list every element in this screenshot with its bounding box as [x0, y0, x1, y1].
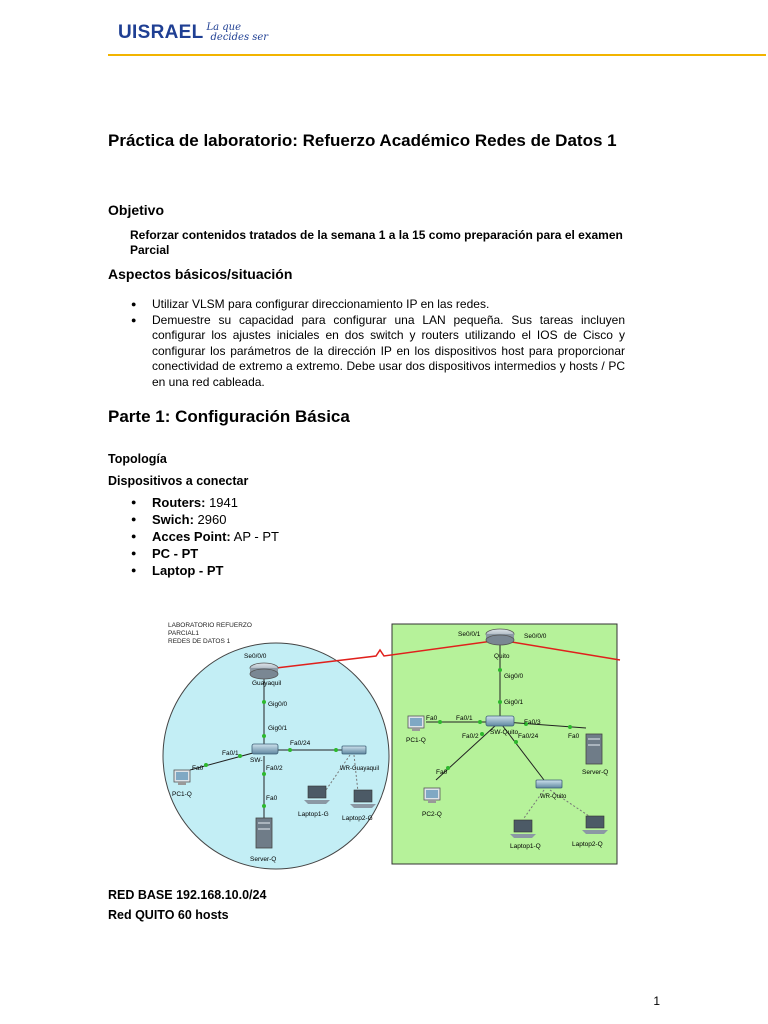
q-pc1-label: PC1-Q: [406, 737, 426, 744]
switch-quito-icon: [486, 716, 514, 726]
q-laptop1-label: Laptop1-Q: [510, 843, 541, 850]
header-divider: [108, 54, 766, 56]
q-pc2-fa0: Fa0: [436, 769, 448, 776]
g-router-port: Se0/0/0: [244, 653, 267, 660]
red-base-text: RED BASE 192.168.10.0/24: [108, 888, 267, 902]
parte1-heading: Parte 1: Configuración Básica: [108, 407, 350, 426]
document-title: Práctica de laboratorio: Refuerzo Académico Redes de Datos 1: [108, 131, 617, 150]
list-item: ● Laptop - PT: [128, 562, 279, 579]
q-pc2-label: PC2-Q: [422, 811, 442, 818]
laptop1-guayaquil-icon: [304, 786, 330, 804]
router-quito-icon: [486, 629, 514, 645]
red-quito-text: Red QUITO 60 hosts: [108, 908, 229, 922]
q-port-right: Se0/0/0: [524, 633, 547, 640]
list-item: ● Demuestre su capacidad para configurar una LAN pequeña. Sus tareas incluyen configurar los ajustes iniciales en dos switch y routers utilizando el IOS de Cisco y configurar los parámetros de la dirección IP en los dispositivos host para proporcionar conectividad de extremo a extremo. Debe usar dos dispositivos intermedios y hosts / PC en una red cableada.: [128, 313, 625, 391]
q-pc1-fa0: Fa0: [426, 715, 438, 722]
g-ap-label: WR-Guayaquil: [340, 766, 380, 772]
q-gig-a: Gig0/0: [504, 673, 524, 680]
dispositivos-heading: Dispositivos a conectar: [108, 474, 249, 488]
g-gig-b: Gig0/1: [268, 725, 288, 732]
g-laptop2-label: Laptop2-G: [342, 815, 373, 822]
diagram-caption-1: LABORATORIO REFUERZO: [168, 622, 252, 629]
quito-zone: [392, 624, 617, 864]
q-sw-fa01: Fa0/1: [456, 715, 473, 722]
laptop1-quito-icon: [510, 820, 536, 838]
list-item: ● Swich: 2960: [128, 511, 279, 528]
devices-list: [128, 494, 279, 579]
topologia-label: Topología: [108, 452, 167, 466]
list-item: ● Routers: 1941: [128, 494, 279, 511]
q-port-left: Se0/0/1: [458, 631, 481, 638]
q-sw-fa024: Fa0/24: [518, 733, 539, 740]
q-switch-label: SW-Quito: [490, 729, 519, 736]
page-number: 1: [653, 994, 660, 1008]
g-sw-fa01: Fa0/1: [222, 750, 239, 757]
g-pc-label: PC1-Q: [172, 791, 192, 798]
g-sw-fa024: Fa0/24: [290, 740, 311, 747]
diagram-caption-3: REDES DE DATOS 1: [168, 638, 231, 645]
q-server-fa0: Fa0: [568, 733, 580, 740]
access-point-guayaquil-icon: [342, 746, 366, 754]
q-sw-fa02: Fa0/2: [462, 733, 479, 740]
network-topology-diagram: [140, 610, 640, 880]
aspectos-heading: Aspectos básicos/situación: [108, 266, 293, 282]
logo-text: UISRAEL: [118, 22, 204, 43]
diagram-caption-2: PARCIAL1: [168, 630, 199, 637]
uisrael-logo: [118, 22, 268, 44]
objetivo-heading: Objetivo: [108, 202, 165, 218]
server-quito-icon: [586, 734, 602, 764]
list-item: ● Acces Point: AP - PT: [128, 528, 279, 545]
access-point-quito-icon: [536, 780, 562, 788]
g-server-label: Server-Q: [250, 856, 277, 863]
q-router-label: Quito: [494, 653, 510, 660]
q-server-label: Server-Q: [582, 769, 609, 776]
laptop2-guayaquil-icon: [350, 790, 376, 808]
router-guayaquil-icon: [250, 663, 278, 679]
g-gig-a: Gig0/0: [268, 701, 288, 708]
g-pc-fa0: Fa0: [192, 765, 204, 772]
laptop2-quito-icon: [582, 816, 608, 834]
q-gig-b: Gig0/1: [504, 699, 524, 706]
g-laptop1-label: Laptop1-G: [298, 811, 329, 818]
q-laptop2-label: Laptop2-Q: [572, 841, 603, 848]
g-router-label: Guayaquil: [252, 680, 282, 687]
q-ap-label: WR-Quito: [540, 794, 567, 800]
aspectos-list: [128, 297, 625, 390]
g-sw-fa02: Fa0/2: [266, 765, 283, 772]
q-sw-fa03: Fa0/3: [524, 719, 541, 726]
list-item: ● PC - PT: [128, 545, 279, 562]
logo-tagline: La que decides ser: [206, 22, 269, 43]
list-item: ● Utilizar VLSM para configurar direccionamiento IP en las redes.: [128, 297, 625, 313]
g-server-fa0: Fa0: [266, 795, 278, 802]
server-guayaquil-icon: [256, 818, 272, 848]
g-switch-label: SW-: [250, 757, 263, 764]
objetivo-text: Reforzar contenidos tratados de la semana 1 a la 15 como preparación para el examen Parcial: [130, 228, 623, 257]
switch-guayaquil-icon: [252, 744, 278, 754]
